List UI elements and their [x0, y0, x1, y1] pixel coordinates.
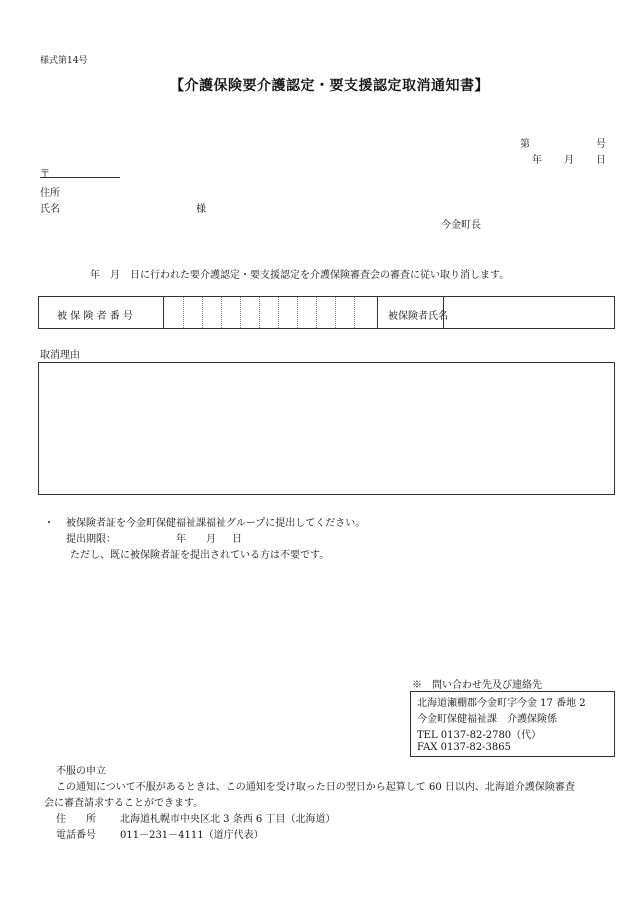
contact-heading: ※ 問い合わせ先及び連絡先: [412, 680, 542, 691]
honorific-sama: 様: [196, 204, 206, 215]
deadline-year: 年: [176, 534, 186, 545]
reason-box[interactable]: [38, 362, 615, 495]
insured-number-label: 被 保 険 者 番 号: [57, 311, 133, 322]
contact-department: 今金町保健福祉課 介護保険係: [417, 714, 557, 725]
deadline-day: 日: [232, 534, 242, 545]
name-label: 氏名: [40, 204, 60, 215]
contact-tel: TEL 0137-82-2780（代）: [417, 730, 542, 741]
note-bullet: ・: [44, 518, 54, 529]
insured-number-field[interactable]: [164, 297, 378, 328]
date-day: 日: [596, 155, 606, 166]
appeal-text2: 会に審査請求することができます。: [44, 798, 204, 809]
postal-mark: 〒: [40, 169, 50, 180]
appeal-text1: この通知について不服があるときは、この通知を受け取った日の翌日から起算して 60 日以内、北海道介護保険審査: [56, 782, 575, 793]
contact-fax: FAX 0137-82-3865: [417, 742, 511, 753]
note-line1: 被保険者証を今金町保健福祉課福祉グループに提出してください。: [66, 518, 366, 529]
contact-box: [410, 691, 615, 757]
insured-name-field[interactable]: [444, 297, 614, 328]
doc-no-prefix: 第: [520, 139, 530, 150]
postal-underline: [40, 177, 120, 178]
date-year: 年: [532, 155, 542, 166]
address-label: 住所: [40, 188, 60, 199]
appeal-tel-value: 011－231－4111（道庁代表）: [120, 830, 264, 841]
insured-info-table: [38, 296, 615, 329]
body-text: 年 月 日に行われた要介護認定・要支援認定を介護保険審査会の審査に従い取り消します。: [90, 270, 510, 281]
contact-address: 北海道瀬棚郡今金町字今金 17 番地 2: [417, 698, 586, 709]
reason-label: 取消理由: [40, 350, 80, 361]
appeal-heading: 不服の申立: [56, 766, 106, 777]
sender-mayor: 今金町長: [441, 220, 481, 231]
document-title: 【介護保険要介護認定・要支援認定取消通知書】: [170, 78, 489, 94]
note-line3: ただし、既に被保険者証を提出されている方は不要です。: [70, 550, 330, 561]
appeal-tel-label: 電話番号: [56, 830, 96, 841]
appeal-address-value: 北海道札幌市中央区北 3 条西 6 丁目（北海道）: [120, 814, 336, 825]
doc-no-suffix: 号: [596, 139, 606, 150]
appeal-address-label: 住 所: [56, 814, 96, 825]
insured-name-label: 被保険者氏名: [388, 311, 448, 322]
deadline-label: 提出期限：: [66, 534, 116, 545]
date-month: 月: [564, 155, 574, 166]
form-number: 様式第14号: [40, 56, 88, 66]
deadline-month: 月: [206, 534, 216, 545]
